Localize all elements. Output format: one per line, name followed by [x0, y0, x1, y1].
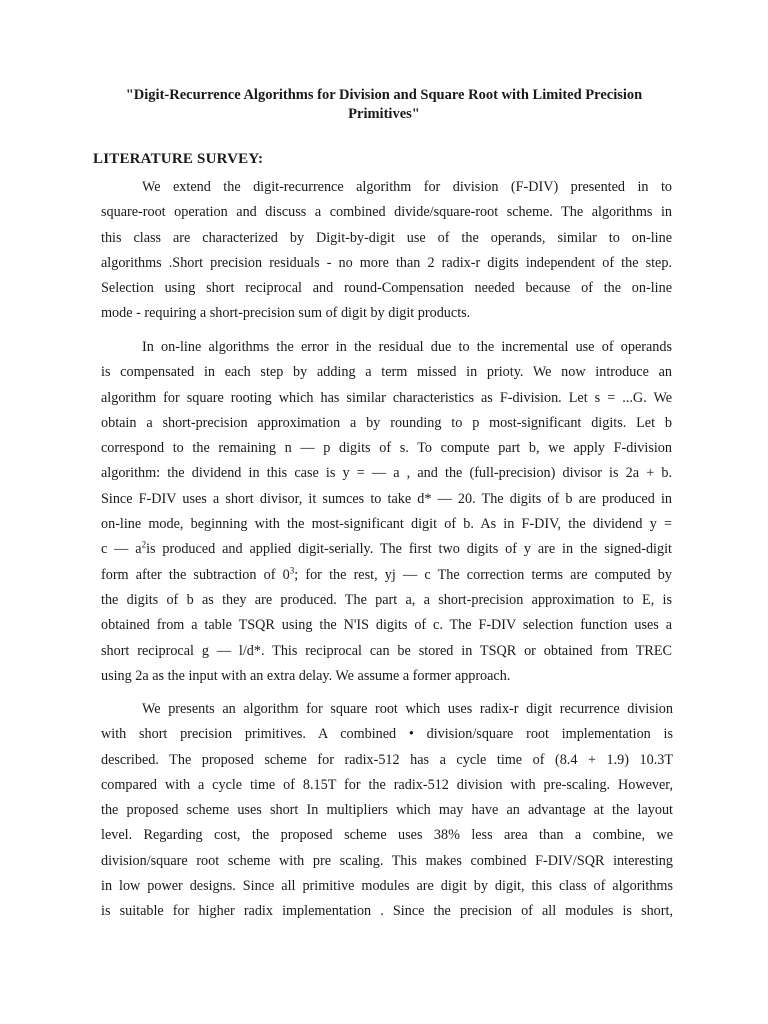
paragraph-line-with-superscript: [101, 563, 672, 588]
paragraph-3: [101, 697, 673, 925]
paragraph-line: using 2a as the input with an extra delay. We assume a former approach.: [101, 667, 511, 684]
paragraph-line: obtain a short-precision approximation a by rounding to p most-significant digits. Let b: [101, 414, 672, 431]
paragraph-line: division/square root scheme with pre scaling. This makes combined F-DIV/SQR interesting: [101, 852, 673, 869]
paragraph-line: compared with a cycle time of 8.15T for the radix-512 division with pre-scaling. However,: [101, 776, 673, 793]
paragraph-1: [101, 175, 672, 327]
paragraph-line: correspond to the remaining n — p digits of s. To compute part b, we apply F-division: [101, 440, 672, 457]
superscript: 2: [141, 539, 147, 550]
paragraph-line: the proposed scheme uses short In multipliers which may have an advantage at the layout: [101, 802, 673, 819]
paragraph-line: is suitable for higher radix implementation . Since the precision of all modules is short,: [101, 903, 673, 920]
paragraph-line: square-root operation and discuss a combined divide/square-root scheme. The algorithms in: [101, 204, 672, 221]
paragraph-line: mode - requiring a short-precision sum of digit by digit products.: [101, 305, 471, 322]
paragraph-line-with-superscript: [101, 537, 672, 562]
paragraph-line: Since F-DIV uses a short divisor, it sumces to take d* — 20. The digits of b are produced in: [101, 490, 672, 507]
paragraph-line: with short precision primitives. A combined • division/square root implementation is: [101, 726, 673, 743]
paragraph-line: the digits of b as they are produced. The part a, a short-precision approximation to E, is: [101, 591, 672, 608]
paragraph-line: level. Regarding cost, the proposed scheme uses 38% less area than a combine, we: [101, 827, 673, 844]
line-text-part: ; for the rest, yj — c The correction terms are computed by: [294, 566, 672, 583]
paragraph-line: this class are characterized by Digit-by-digit use of the operands, similar to on-line: [101, 229, 672, 246]
document-title: "Digit-Recurrence Algorithms for Division and Square Root with Limited Precision Primitives": [125, 87, 643, 122]
paragraph-line: We presents an algorithm for square root which uses radix-r digit recurrence division: [142, 701, 673, 717]
paragraph-line: on-line mode, beginning with the most-significant digit of b. As in F-DIV, the dividend y =: [101, 516, 672, 533]
paragraph-2: [101, 335, 672, 689]
paragraph-line: algorithms .Short precision residuals - no more than 2 radix-r digits independent of the step.: [101, 254, 672, 271]
line-text-part: form after the subtraction of 0: [101, 566, 290, 583]
paragraph-line: described. The proposed scheme for radix-512 has a cycle time of (8.4 + 1.9) 10.3T: [101, 751, 673, 768]
paragraph-line: algorithm for square rooting which has similar characteristics as F-division. Let s = ...G. We: [101, 389, 672, 406]
superscript: 3: [289, 564, 295, 575]
section-heading: LITERATURE SURVEY:: [93, 151, 264, 167]
paragraph-line: obtained from a table TSQR using the N'IS digits of c. The F-DIV selection function uses a: [101, 617, 672, 634]
paragraph-line: algorithm: the dividend in this case is y = — a , and the (full-precision) divisor is 2a + b.: [101, 465, 672, 482]
paragraph-line: Selection using short reciprocal and round-Compensation needed because of the on-line: [101, 280, 672, 297]
paragraph-line: In on-line algorithms the error in the residual due to the incremental use of operands: [142, 339, 672, 355]
paragraph-line: is compensated in each step by adding a term missed in prioty. We now introduce an: [101, 364, 672, 381]
paragraph-line: We extend the digit-recurrence algorithm for division (F-DIV) presented in to: [142, 179, 672, 195]
paragraph-line: in low power designs. Since all primitive modules are digit by digit, this class of algorithms: [101, 878, 673, 895]
line-text-part: c — a: [101, 541, 142, 558]
line-text-part: is produced and applied digit-serially. The first two digits of y are in the signed-digit: [146, 541, 672, 558]
paragraph-line: short reciprocal g — l/d*. This reciprocal can be stored in TSQR or obtained from TREC: [101, 642, 672, 659]
